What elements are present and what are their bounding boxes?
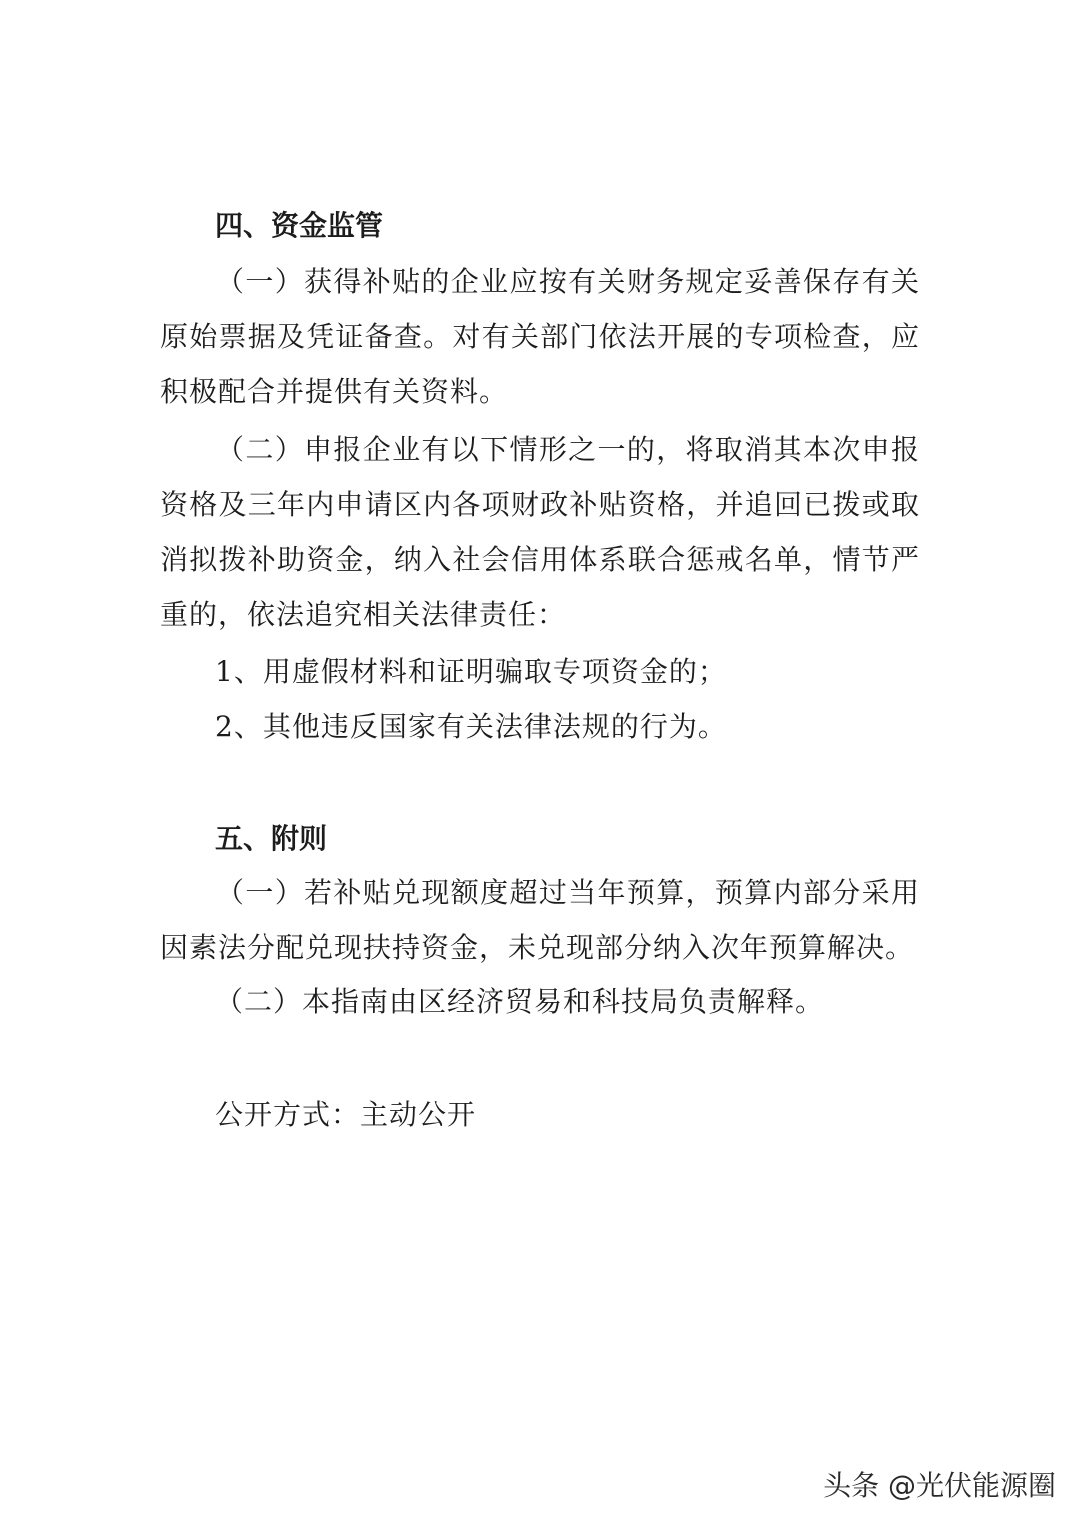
source-watermark: 头条 @光伏能源圈 <box>823 1469 1056 1502</box>
section-4-paragraph-1: （一）获得补贴的企业应按有关财务规定妥善保存有关原始票据及凭证备查。对有关部门依法开展的专项检查，应积极配合并提供有关资料。 <box>160 265 920 408</box>
section-4-item-1: 1、用虚假材料和证明骗取专项资金的； <box>215 655 727 688</box>
section-4-item-2: 2、其他违反国家有关法律法规的行为。 <box>215 710 727 743</box>
section-4-heading: 四、资金监管 <box>215 209 384 242</box>
section-5-paragraph-2: （二）本指南由区经济贸易和科技局负责解释。 <box>215 985 825 1018</box>
section-5-heading: 五、附则 <box>215 822 328 855</box>
section-4-paragraph-2: （二）申报企业有以下情形之一的，将取消其本次申报资格及三年内申请区内各项财政补贴资格，并追回已拨或取消拟拨补助资金，纳入社会信用体系联合惩戒名单，情节严重的，依法追究相关法律责任： <box>160 433 920 631</box>
section-5-paragraph-1: （一）若补贴兑现额度超过当年预算，预算内部分采用因素法分配兑现扶持资金，未兑现部分纳入次年预算解决。 <box>160 876 920 964</box>
disclosure-line: 公开方式：主动公开 <box>215 1098 477 1131</box>
